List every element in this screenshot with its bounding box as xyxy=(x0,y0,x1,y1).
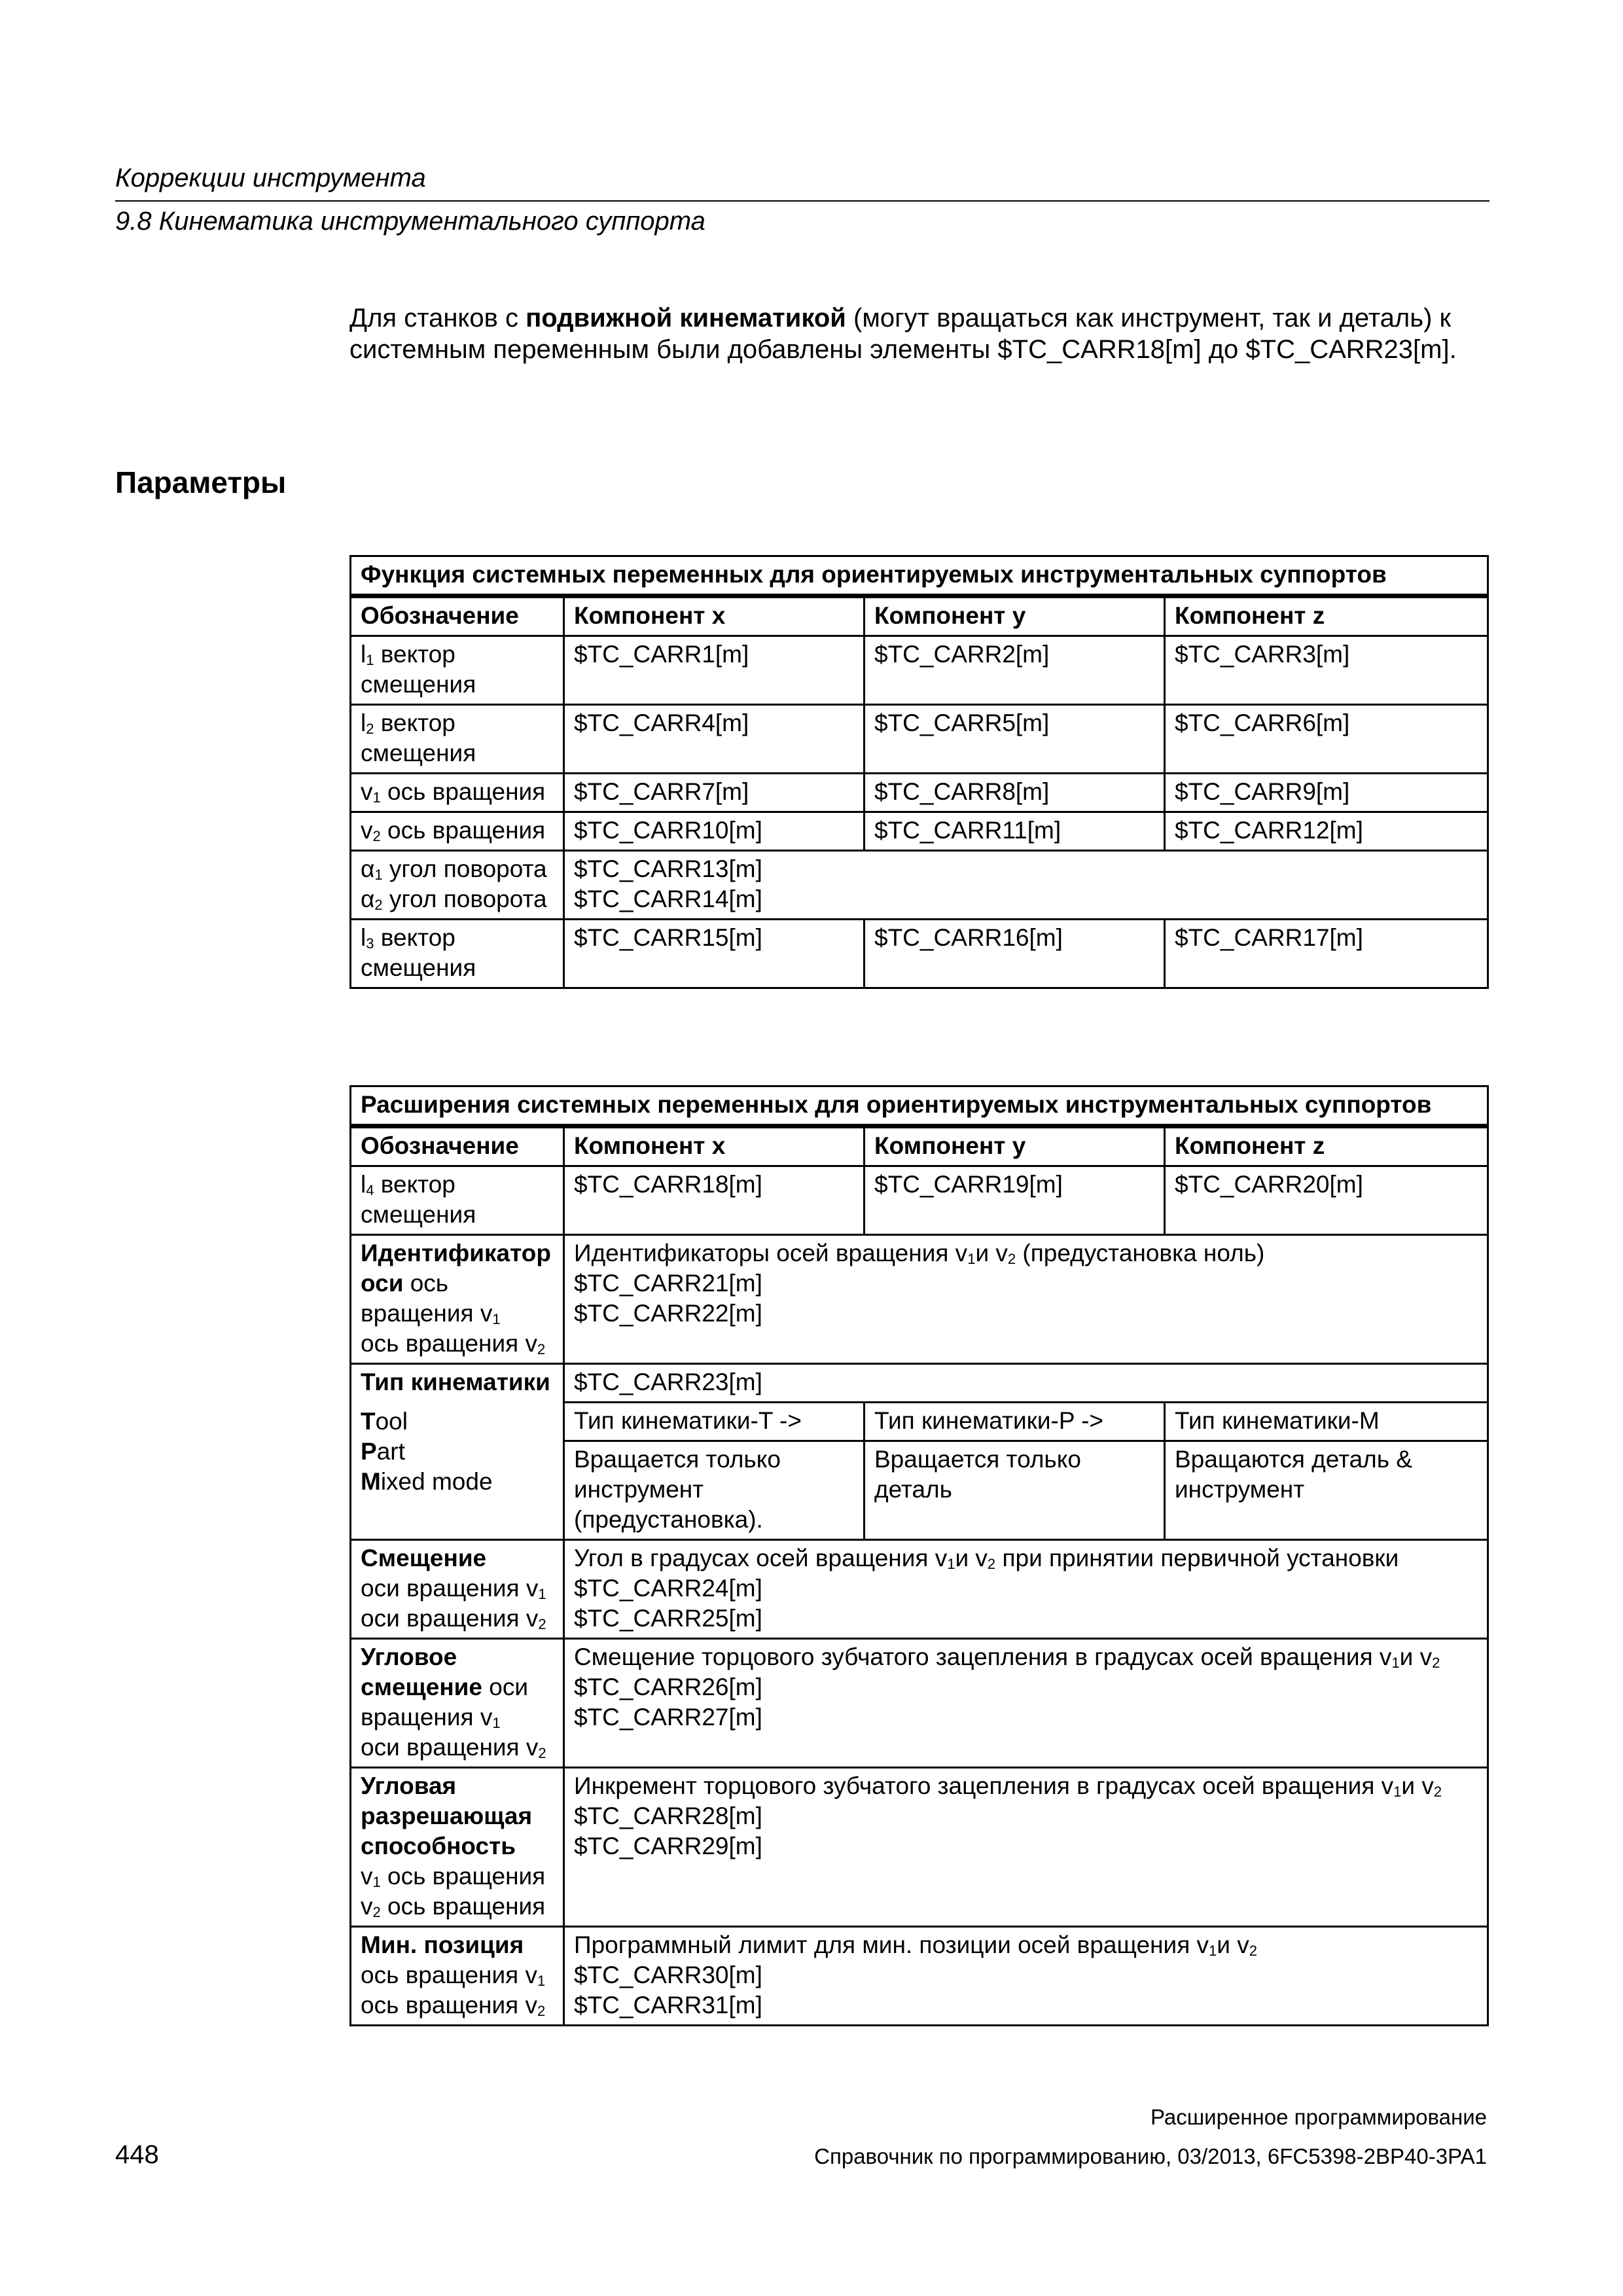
extensions-table xyxy=(349,1085,1489,2026)
col-header-designation: Обозначение xyxy=(351,1126,564,1166)
chapter-title: Коррекции инструмента xyxy=(115,164,426,192)
table-row: Угловая разрешающая способность $v_1$ ось вращения $v_2$ ось вращения Инкремент торцового зубчатого зацепления в градусах осей вращения $v_1и$ $v_2$ $TC_CARR28[m] $TC_CARR29[m] xyxy=(351,1768,1488,1927)
table-row: Мин. позиция ось вращения $v_1$ ось вращения $v_2$ Программный лимит для мин. позиции осей вращения $v_1и$ $v_2$ $TC_CARR30[m] $TC_CARR31[m] xyxy=(351,1927,1488,2026)
table-row: $l_3$ вектор смещения $TC_CARR15[m] $TC_CARR16[m] $TC_CARR17[m] xyxy=(351,920,1488,988)
intro-bold-term: подвижной кинематикой xyxy=(526,304,846,332)
system-variables-table xyxy=(349,555,1489,989)
intro-paragraph: Для станков с подвижной кинематикой (могут вращаться как инструмент, так и деталь) к системным переменным были добавлены элементы $TC_CARR18[m] до $TC_CARR23[m]. xyxy=(349,304,1457,364)
col-header-x: Компонент x xyxy=(564,1126,865,1166)
table-row: Идентификатор оси ось вращения $v_1$ ось вращения $v_2$ Идентификаторы осей вращения $v_1и$ $v_2$ (предустановка ноль) $TC_CARR21[m] $TC_CARR22[m] xyxy=(351,1235,1488,1364)
table-row: Смещение оси вращения $v_1$ оси вращения $v_2$ Угол в градусах осей вращения $v_1и$ $v_2$ при принятии первичной установки $TC_CARR24[m] $TC_CARR25[m] xyxy=(351,1540,1488,1639)
header-rule xyxy=(115,200,1489,202)
footer-doc-ref: Справочник по программированию, 03/2013, 6FC5398-2BP40-3PA1 xyxy=(814,2144,1487,2168)
params-heading: Параметры xyxy=(115,465,287,499)
table-row: $l_2$ вектор смещения $TC_CARR4[m] $TC_CARR5[m] $TC_CARR6[m] xyxy=(351,705,1488,774)
page-number: 448 xyxy=(115,2140,159,2169)
table-row: Тип кинематики Tool Part Mixed mode $TC_CARR23[m] xyxy=(351,1364,1488,1403)
col-header-z: Компонент z xyxy=(1165,596,1488,636)
section-title: 9.8 Кинематика инструментального суппорта xyxy=(115,207,705,236)
table-row: $v_2$ ось вращения $TC_CARR10[m] $TC_CARR11[m] $TC_CARR12[m] xyxy=(351,812,1488,851)
table-row: Вращается только инструмент (предустановка). Вращается только деталь Вращаются деталь & инструмент xyxy=(351,1441,1488,1540)
table-row: $l_1$ вектор смещения $TC_CARR1[m] $TC_CARR2[m] $TC_CARR3[m] xyxy=(351,636,1488,705)
table-row: Угловое смещение оси вращения $v_1$ оси вращения $v_2$ Смещение торцового зубчатого зацепления в градусах осей вращения $v_1и$ $v_2$ $TC_CARR26[m] $TC_CARR27[m] xyxy=(351,1639,1488,1768)
col-header-z: Компонент z xyxy=(1165,1126,1488,1166)
table-title: Расширения системных переменных для ориентируемых инструментальных суппортов xyxy=(351,1086,1488,1126)
footer-book-title: Расширенное программирование xyxy=(1150,2105,1487,2129)
col-header-x: Компонент x xyxy=(564,596,865,636)
col-header-y: Компонент y xyxy=(865,1126,1165,1166)
table-row: $\alpha_1$ угол поворота $\alpha_2$ угол поворота $TC_CARR13[m] $TC_CARR14[m] xyxy=(351,851,1488,920)
table-row: Тип кинематики-T -> Тип кинематики-P -> Тип кинематики-M xyxy=(351,1403,1488,1441)
col-header-designation: Обозначение xyxy=(351,596,564,636)
table-title: Функция системных переменных для ориентируемых инструментальных суппортов xyxy=(351,556,1488,596)
col-header-y: Компонент y xyxy=(865,596,1165,636)
table-row: $l_4$ вектор смещения $TC_CARR18[m] $TC_CARR19[m] $TC_CARR20[m] xyxy=(351,1166,1488,1235)
table-row: $v_1$ ось вращения $TC_CARR7[m] $TC_CARR8[m] $TC_CARR9[m] xyxy=(351,774,1488,812)
